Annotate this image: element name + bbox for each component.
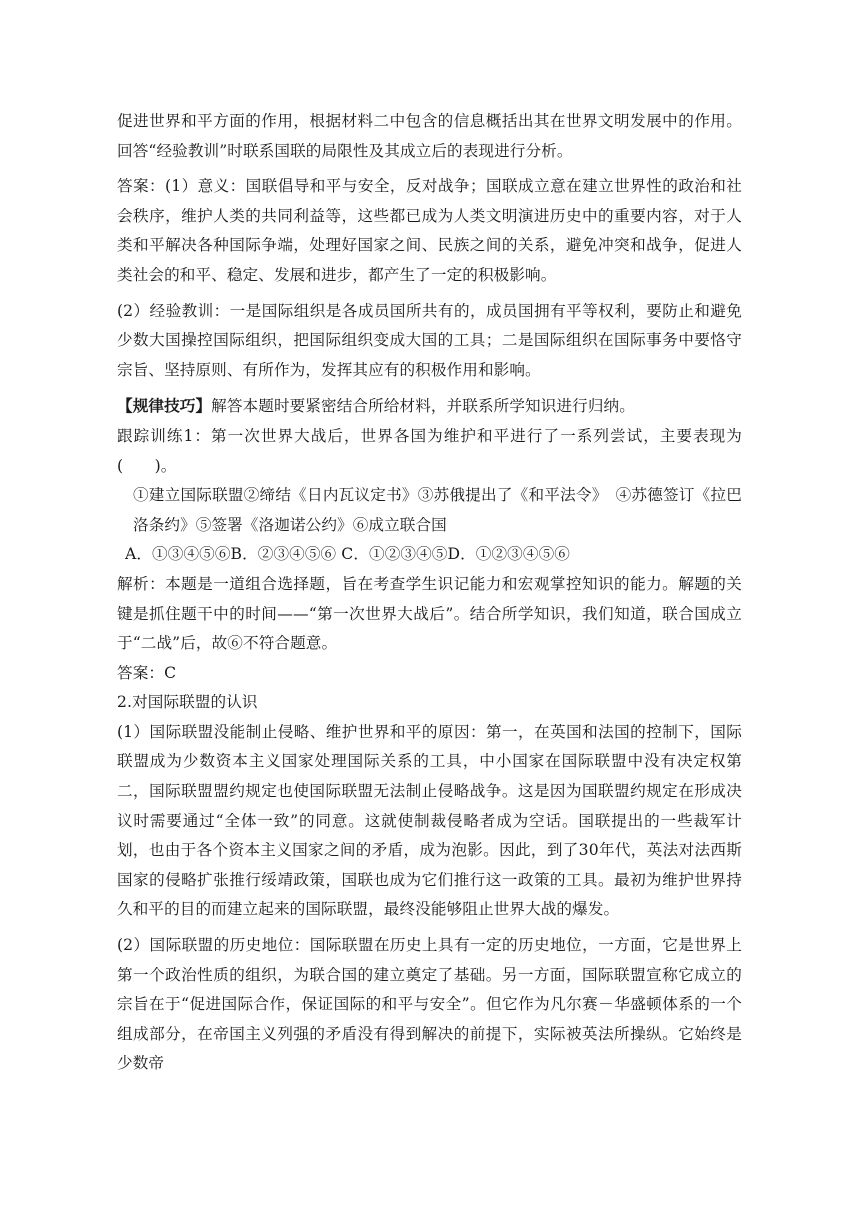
exercise-answer: 答案：C: [117, 663, 177, 682]
exercise-question: 跟踪训练1：第一次世界大战后，世界各国为维护和平进行了一系列尝试，主要表现为( )。: [117, 426, 742, 475]
tip-label: 【规律技巧】: [117, 396, 212, 416]
tip-paragraph: [117, 391, 742, 422]
exercise-items: ①建立国际联盟②缔结《日内瓦议定书》③苏俄提出了《和平法令》 ④苏德签订《拉巴洛条约》⑤签署《洛迦诺公约》⑥成立联合国: [133, 486, 742, 534]
tip-text: 解答本题时要紧密结合所给材料，并联系所学知识进行归纳。: [211, 397, 635, 416]
analysis-paragraph: 解析：本题是一道组合选择题，旨在考查学生识记能力和宏观掌控知识的能力。解题的关键是抓住题干中的时间——“第一次世界大战后”。结合所学知识，我们知道，联合国成立于“二战”后，故⑥不符合题意。: [117, 574, 742, 653]
exercise-options: A．①③④⑤⑥B．②③④⑤⑥ C．①②③④⑤D．①②③④⑤⑥: [125, 545, 570, 564]
section-paragraph-2: (2）国际联盟的历史地位：国际联盟在历史上具有一定的历史地位，一方面，它是世界上第一个政治性质的组织，为联合国的建立奠定了基础。另一方面，国际联盟宣称它成立的宗旨在于“促进国际合作，保证国际的和平与安全”。但它作为凡尔赛－华盛顿体系的一个组成部分，在帝国主义列强的矛盾没有得到解决的前提下，实际被英法所操纵。它始终是少数帝: [117, 936, 742, 1073]
section-heading: 2.对国际联盟的认识: [117, 693, 258, 712]
answer-paragraph-2: (2）经验教训：一是国际组织是各成员国所共有的，成员国拥有平等权利，要防止和避免少数大国操控国际组织，把国际组织变成大国的工具；二是国际组织在国际事务中要恪守宗旨、坚持原则、有所作为，发挥其应有的积极作用和影响。: [117, 301, 742, 379]
intro-paragraph: 促进世界和平方面的作用，根据材料二中包含的信息概括出其在世界文明发展中的作用。回答“经验教训”时联系国联的局限性及其成立后的表现进行分析。: [117, 112, 742, 160]
document-page: [117, 107, 742, 1079]
answer-paragraph-1: 答案：(1）意义：国联倡导和平与安全，反对战争；国联成立意在建立世界性的政治和社会秩序，维护人类的共同利益等，这些都已成为人类文明演进历史中的重要内容，对于人类和平解决各种国际争端，处理好国家之间、民族之间的关系，避免冲突和战争，促进人类社会的和平、稳定、发展和进步，都产生了一定的积极影响。: [117, 177, 742, 284]
section-paragraph-1: (1）国际联盟没能制止侵略、维护世界和平的原因：第一，在英国和法国的控制下，国际联盟成为少数资本主义国家处理国际关系的工具，中小国家在国际联盟中没有决定权第二，国际联盟盟约规定也使国际联盟无法制止侵略战争。这是因为国联盟约规定在形成决议时需要通过“全体一致”的同意。这就使制裁侵略者成为空话。国联提出的一些裁军计划，也由于各个资本主义国家之间的矛盾，成为泡影。因此，到了30年代，英法对法西斯国家的侵略扩张推行绥靖政策，国联也成为它们推行这一政策的工具。最初为维护世界持久和平的目的而建立起来的国际联盟，最终没能够阻止世界大战的爆发。: [117, 722, 742, 919]
